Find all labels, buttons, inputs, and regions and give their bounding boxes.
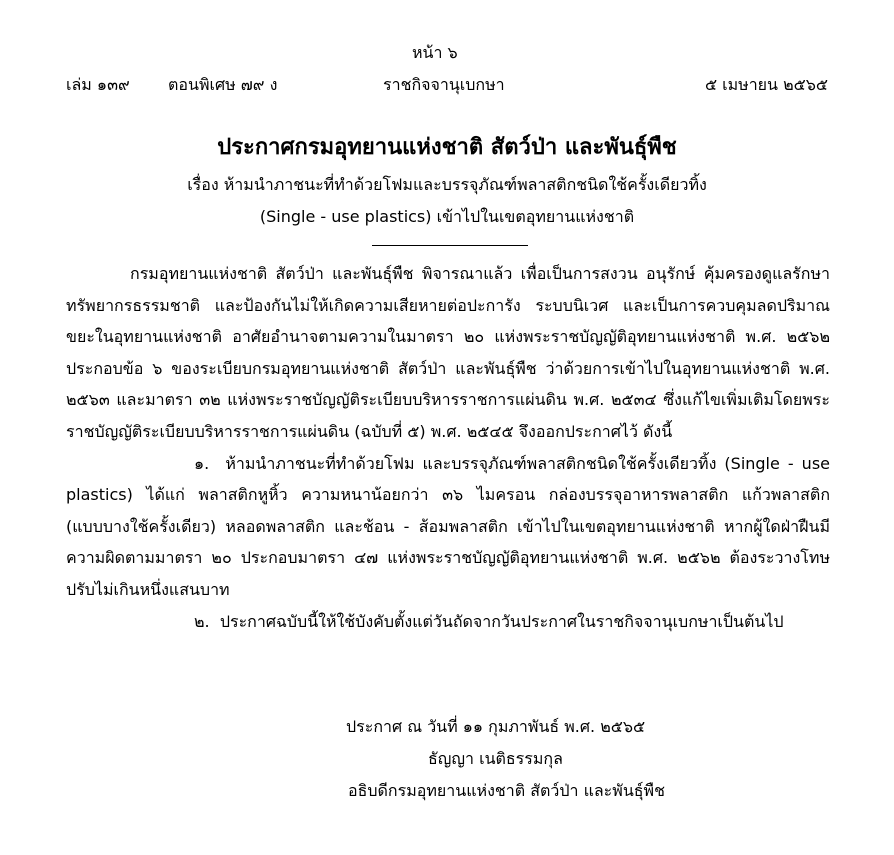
clause-1 xyxy=(66,448,830,606)
publication-name: ราชกิจจานุเบกษา xyxy=(383,75,505,94)
announcement-body xyxy=(66,258,830,637)
subject-line-1: เรื่อง ห้ามนำภาชนะที่ทำด้วยโฟมและบรรจุภัณฑ์พลาสติกชนิดใช้ครั้งเดียวทิ้ง xyxy=(187,175,707,194)
section-label: ตอนพิเศษ ๗๙ ง xyxy=(168,75,278,94)
volume-label: เล่ม ๑๓๙ xyxy=(66,75,130,94)
clause-1-number: ๑. xyxy=(194,453,210,473)
signatory-position: อธิบดีกรมอุทยานแห่งชาติ สัตว์ป่า และพันธุ์พืช xyxy=(348,781,665,800)
title-divider xyxy=(372,245,528,246)
clause-2-text: ประกาศฉบับนี้ให้ใช้บังคับตั้งแต่วันถัดจากวันประกาศในราชกิจจานุเบกษาเป็นต้นไป xyxy=(219,611,784,631)
page-number: หน้า ๖ xyxy=(412,43,458,62)
clause-2-number: ๒. xyxy=(194,611,210,631)
publication-date: ๕ เมษายน ๒๕๖๕ xyxy=(704,75,828,94)
clause-1-text: ห้ามนำภาชนะที่ทำด้วยโฟม และบรรจุภัณฑ์พลาสติกชนิดใช้ครั้งเดียวทิ้ง (Single - use plastics) ได้แก่ พลาสติกหูหิ้ว ความหนาน้อยกว่า ๓๖ ไมครอน กล่องบรรจุอาหารพลาสติก แก้วพลาสติก (แบบบางใช้ครั้งเดียว) หลอดพลาสติก และช้อน - ส้อมพลาสติก เข้าไปในเขตอุทยานแห่งชาติ หากผู้ใดฝ่าฝืนมีความผิดตามมาตรา ๒๐ ประกอบมาตรา ๔๗ แห่งพระราชบัญญัติอุทยานแห่งชาติ พ.ศ. ๒๕๖๒ ต้องระวางโทษปรับไม่เกินหนึ่งแสนบาท xyxy=(66,453,830,599)
announcement-date: ประกาศ ณ วันที่ ๑๑ กุมภาพันธ์ พ.ศ. ๒๕๖๕ xyxy=(346,717,646,736)
clause-2 xyxy=(66,606,830,638)
subject-line-2: (Single - use plastics) เข้าไปในเขตอุทยานแห่งชาติ xyxy=(259,207,635,226)
preamble-paragraph: กรมอุทยานแห่งชาติ สัตว์ป่า และพันธุ์พืช พิจารณาแล้ว เพื่อเป็นการสงวน อนุรักษ์ คุ้มครองดูแลรักษาทรัพยากรธรรมชาติ และป้องกันไม่ให้เกิดความเสียหายต่อปะการัง ระบบนิเวศ และเป็นการควบคุมลดปริมาณขยะในอุทยานแห่งชาติ อาศัยอำนาจตามความในมาตรา ๒๐ แห่งพระราชบัญญัติอุทยานแห่งชาติ พ.ศ. ๒๕๖๒ ประกอบข้อ ๖ ของระเบียบกรมอุทยานแห่งชาติ สัตว์ป่า และพันธุ์พืช ว่าด้วยการเข้าไปในอุทยานแห่งชาติ พ.ศ. ๒๕๖๓ และมาตรา ๓๒ แห่งพระราชบัญญัติระเบียบบริหารราชการแผ่นดิน พ.ศ. ๒๕๓๔ ซึ่งแก้ไขเพิ่มเติมโดยพระราชบัญญัติระเบียบบริหารราชการแผ่นดิน (ฉบับที่ ๕) พ.ศ. ๒๕๔๕ จึงออกประกาศไว้ ดังนี้ xyxy=(66,264,830,441)
signatory-name: ธัญญา เนติธรรมกุล xyxy=(428,749,563,768)
announcement-title: ประกาศกรมอุทยานแห่งชาติ สัตว์ป่า และพันธุ์พืช xyxy=(217,135,677,160)
